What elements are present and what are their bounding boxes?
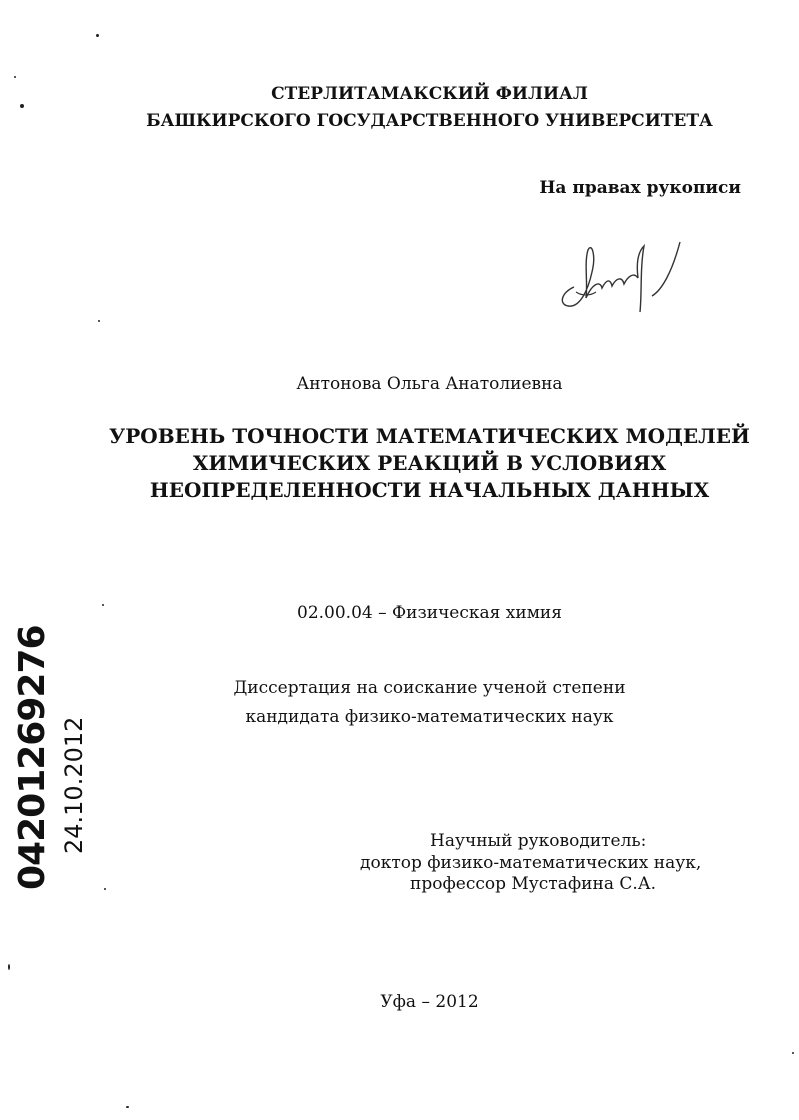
scan-speck [102,604,104,606]
org-line-2: БАШКИРСКОГО ГОСУДАРСТВЕННОГО УНИВЕРСИТЕТА [146,111,713,131]
dissertation-line-1: Диссертация на соискание ученой степени [233,678,626,698]
scan-speck [792,1052,794,1054]
scan-speck [126,1106,129,1108]
specialty: 02.00.04 – Физическая химия [297,603,562,623]
org-line-1: СТЕРЛИТАМАКСКИЙ ФИЛИАЛ [271,84,588,104]
scan-speck [96,34,99,37]
title-line-2: ХИМИЧЕСКИХ РЕАКЦИЙ В УСЛОВИЯХ [192,451,667,475]
rights-note: На правах рукописи [539,178,741,198]
author-name: Антонова Ольга Анатолиевна [296,374,563,394]
supervisor-name: профессор Мустафина С.А. [410,874,657,894]
scan-speck [20,104,24,108]
signature-image [552,232,692,317]
city-year: Уфа – 2012 [380,992,479,1012]
scan-speck [98,320,100,322]
supervisor-label: Научный руководитель: [430,831,647,851]
supervisor-degree: доктор физико-математических наук, [360,853,702,873]
title-line-3: НЕОПРЕДЕЛЕННОСТИ НАЧАЛЬНЫХ ДАННЫХ [149,478,710,502]
library-stamp-number: 04201269276 [12,625,53,890]
scan-speck [14,76,16,78]
title-line-1: УРОВЕНЬ ТОЧНОСТИ МАТЕМАТИЧЕСКИХ МОДЕЛЕЙ [109,424,750,448]
dissertation-line-2: кандидата физико-математических наук [245,707,614,727]
library-stamp-date: 24.10.2012 [60,716,88,854]
scan-speck [104,888,106,890]
scan-speck [8,964,10,970]
